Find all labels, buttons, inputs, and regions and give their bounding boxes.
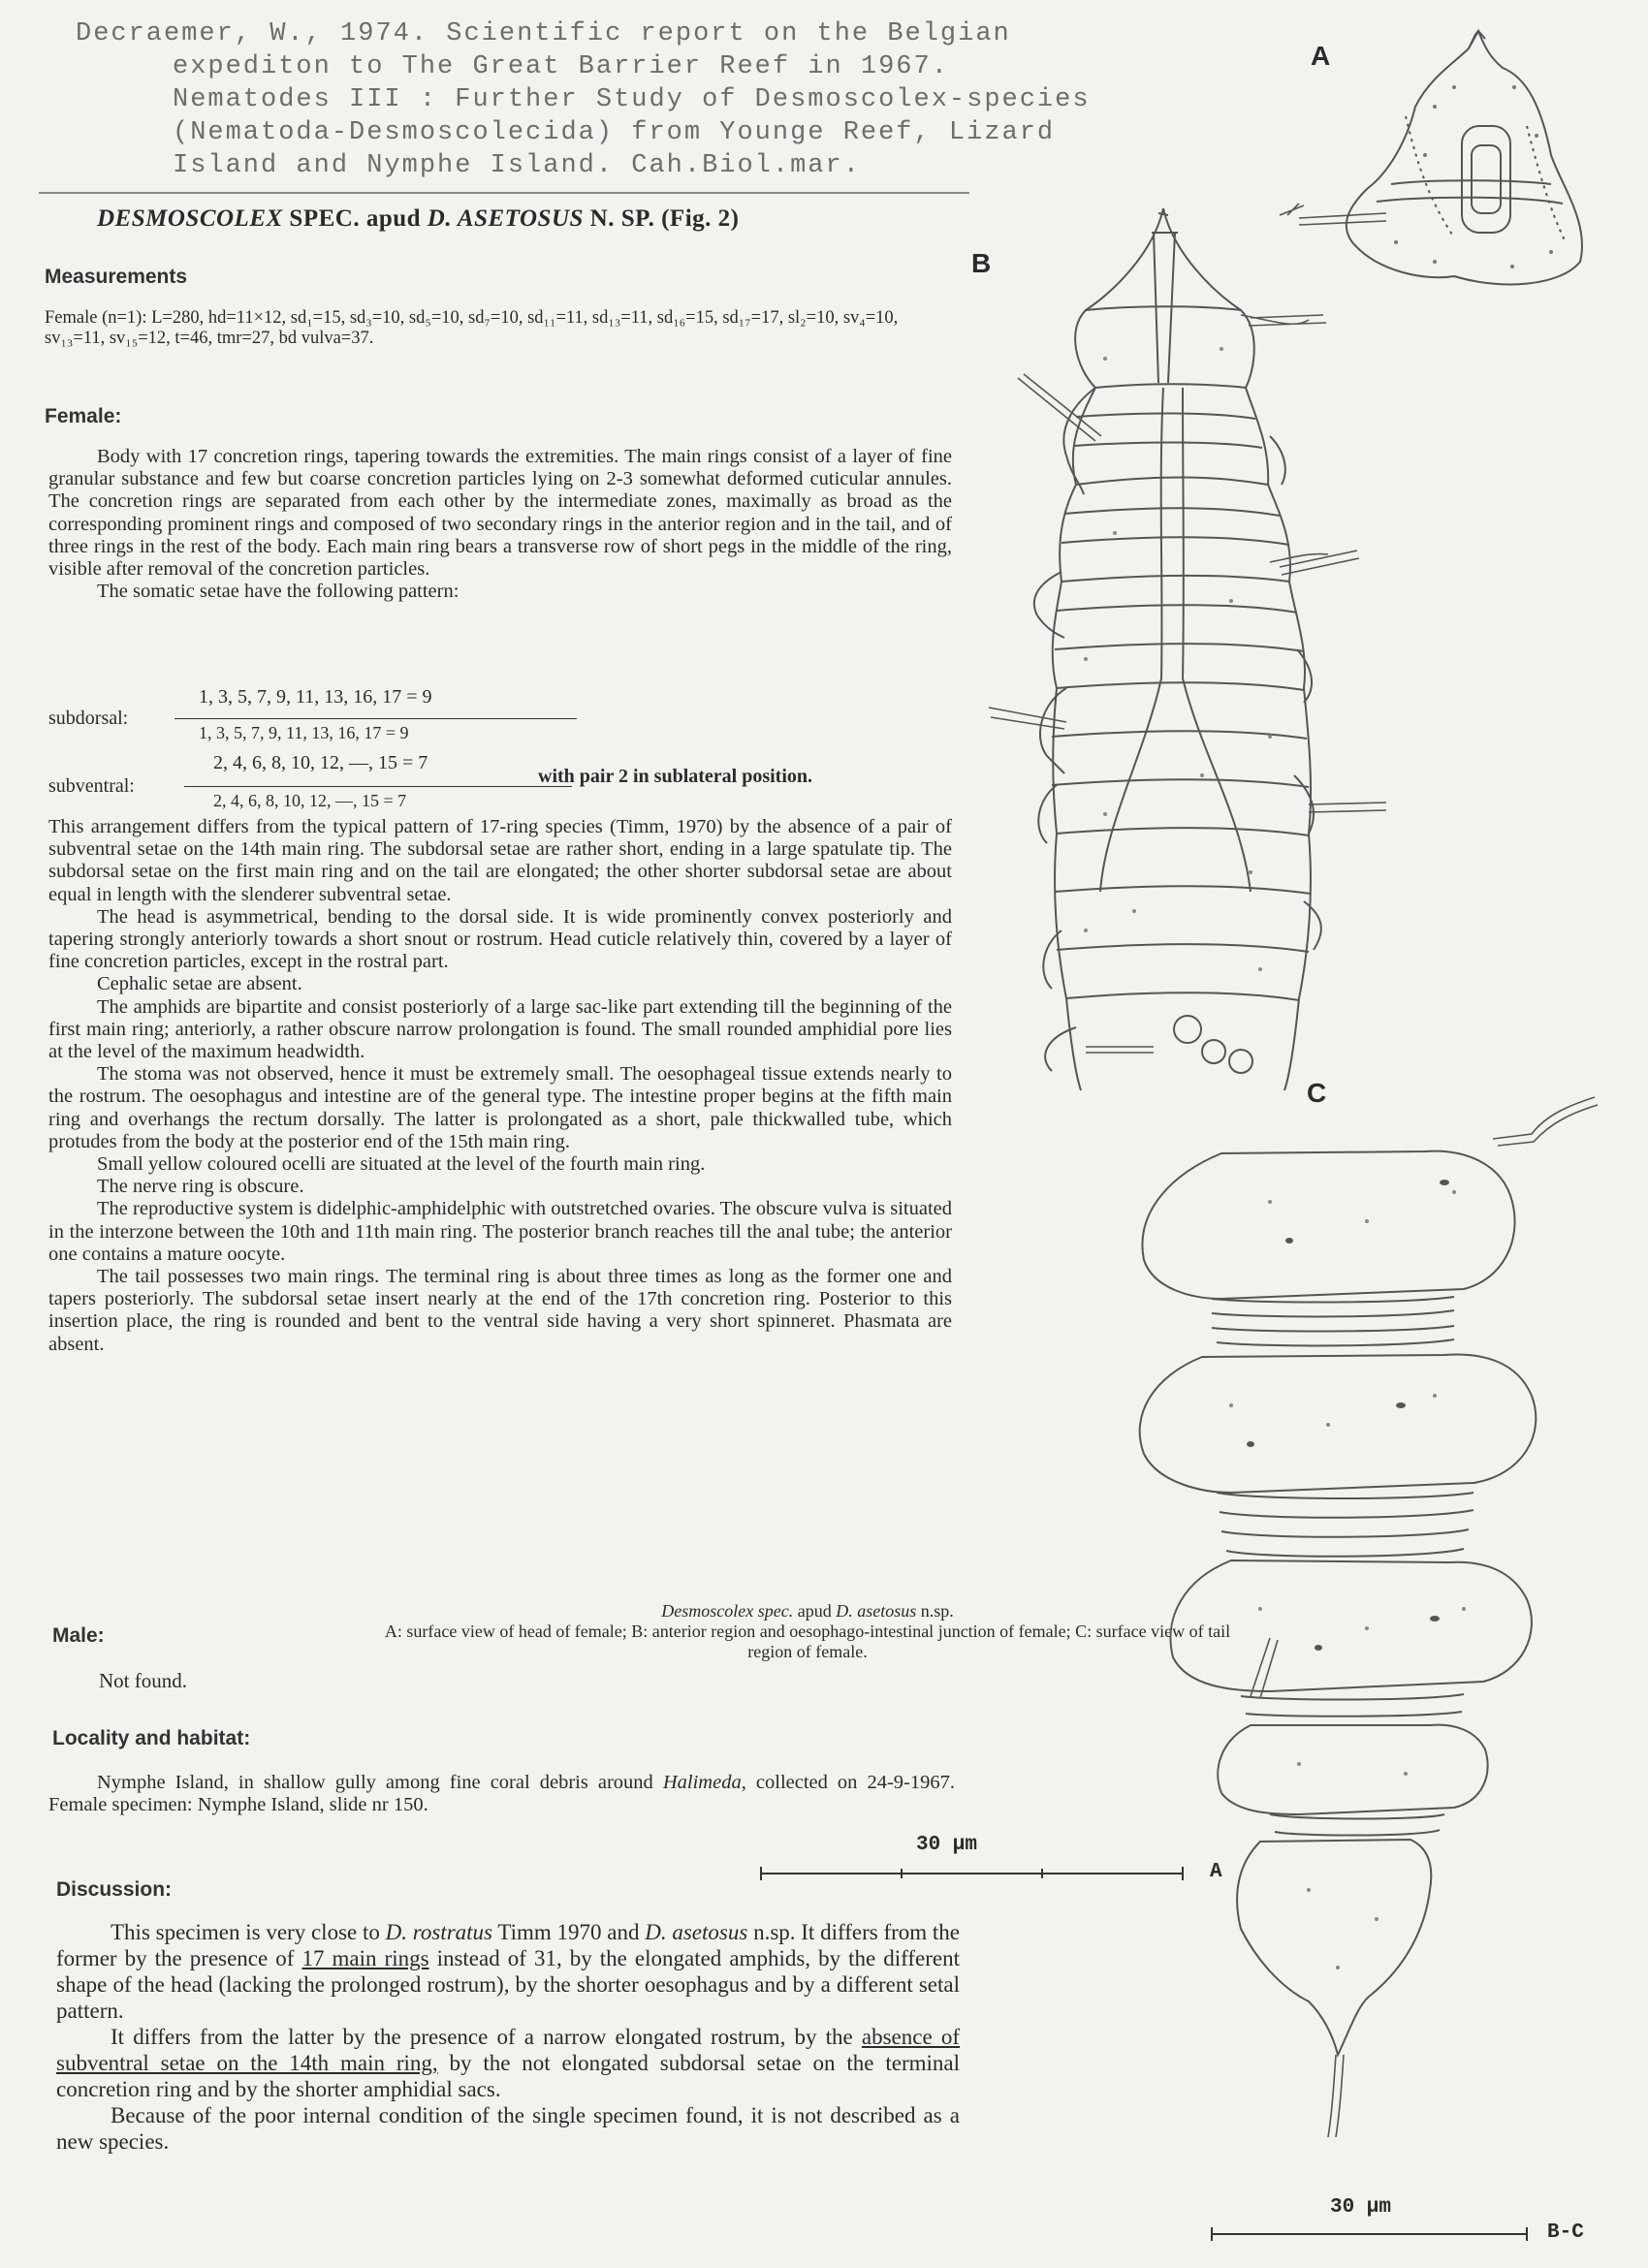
- subventral-numerator: 2, 4, 6, 8, 10, 12, —, 15 = 7: [213, 752, 428, 773]
- measurements-text: Female (n=1): L=280, hd=11×12, sd₁=15, sd₃=10, sd₅=10, sd₇=10, sd₁₁=11, sd₁₃=11, sd₁₆=15, sd₁₇=17, sl₂=10, sv₄=10, sv₁₃=11, sv₁₅=12, t=46, tmr=27, bd vulva=37.: [45, 308, 899, 348]
- figure-c-tail-drawing: [1115, 1095, 1648, 2142]
- setal-formula: [48, 686, 960, 812]
- scale-bar-a-tag: A: [1210, 1861, 1222, 1883]
- figure-label-a: A: [1311, 41, 1331, 71]
- scale-bar-a: [756, 1859, 1202, 1888]
- scale-bar-bc: [1207, 2220, 1537, 2249]
- subventral-denominator: 2, 4, 6, 8, 10, 12, —, 15 = 7: [213, 791, 407, 810]
- paragraph: This arrangement differs from the typical pattern of 17-ring species (Timm, 1970) by the absence of a pair of subventral setae on the 14th main ring. The subdorsal setae are rather short, ending in a large spatulate tip. The subdorsal setae on the first main ring and on the tail are elongated; the other shorter subdorsal setae are about equal in length with the slenderer subventral setae.: [48, 816, 952, 905]
- figure-label-b: B: [971, 248, 992, 278]
- locality-body: Nymphe Island, in shallow gully among fine coral debris around Halimeda, collected on 24-9-1967. Female specimen: Nymphe Island, slide nr 150.: [48, 1772, 956, 1816]
- paragraph: This specimen is very close to D. rostratus Timm 1970 and D. asetosus n.sp. It differs from the former by the presence of 17 main rings instead of 31, by the elongated amphids, by the different shape of the head (lacking the prolonged rostrum), by the shorter oesophagus and by a different setal pattern.: [56, 1920, 961, 2023]
- scale-bar-a-label: 30 µm: [916, 1834, 978, 1856]
- subdorsal-label: subdorsal:: [48, 708, 129, 729]
- species-title: DESMOSCOLEX SPEC. apud D. ASETOSUS N. SP. (Fig. 2): [97, 205, 740, 232]
- figure-caption: Desmoscolex spec. apud D. asetosus n.sp. A: surface view of head of female; B: anterior region and oesophago-intestinal junction of female; C: surface view of tail region of female.: [366, 1601, 1249, 1662]
- subventral-note: with pair 2 in sublateral position.: [538, 766, 813, 787]
- fraction-bar: [184, 786, 572, 787]
- subventral-label: subventral:: [48, 775, 135, 797]
- citation-line: Decraemer, W., 1974. Scientific report on the Belgian: [76, 19, 1011, 48]
- locality-heading: Locality and habitat:: [52, 1727, 251, 1749]
- discussion-body: [56, 1919, 960, 2155]
- discussion-heading: Discussion:: [56, 1878, 173, 1901]
- scale-bar-bc-label: 30 µm: [1330, 2196, 1392, 2219]
- male-heading: Male:: [52, 1624, 105, 1647]
- female-heading: Female:: [45, 405, 122, 427]
- paragraph: The tail possesses two main rings. The terminal ring is about three times as long as the former one and tapers posteriorly. The subdorsal setae insert nearly at the end of the 17th concretion ring. Posterior to this insertion place, the ring is rounded and bent to the ventral side having a very short spinneret. Phasmata are absent.: [48, 1266, 952, 1355]
- measurements-heading: Measurements: [45, 266, 188, 288]
- paragraph: It differs from the latter by the presence of a narrow elongated rostrum, by the absence of subventral setae on the 14th main ring, by the not elongated subdorsal setae on the terminal concretion ring and by the shorter amphidial sacs.: [56, 2025, 960, 2101]
- citation-line: expediton to The Great Barrier Reef in 1967.: [173, 52, 949, 81]
- female-body: [48, 446, 952, 603]
- paragraph: The reproductive system is didelphic-amphidelphic with outstretched ovaries. The obscure vulva is situated in the interzone between the 10th and 11th main ring. The posterior branch reaches till the anal tube; the anterior one contains a mature oocyte.: [48, 1198, 952, 1265]
- figure-b-body-drawing: [960, 194, 1503, 1095]
- female-body-2: [48, 816, 952, 1356]
- paragraph: The nerve ring is obscure.: [97, 1176, 304, 1198]
- paragraph: Small yellow coloured ocelli are situated at the level of the fourth main ring.: [97, 1153, 706, 1176]
- figure-label-c: C: [1307, 1078, 1327, 1108]
- paragraph: The stoma was not observed, hence it must be extremely small. The oesophageal tissue extends nearly to the rostrum. The oesophagus and intestine are of the general type. The intestine proper begins at the fifth main ring and overhangs the rectum dorsally. The latter is prolongated as a short, pale thickwalled tube, which protudes from the body at the posterior end of the 15th main ring.: [48, 1063, 952, 1152]
- paragraph: Cephalic setae are absent.: [97, 973, 302, 995]
- citation-line: (Nematoda-Desmoscolecida) from Younge Reef, Lizard: [173, 118, 1056, 147]
- citation-line: Island and Nymphe Island. Cah.Biol.mar.: [173, 151, 861, 180]
- scale-bar-bc-tag: B-C: [1547, 2221, 1584, 2244]
- fraction-bar: [174, 718, 577, 719]
- subdorsal-numerator: 1, 3, 5, 7, 9, 11, 13, 16, 17 = 9: [199, 686, 432, 708]
- subdorsal-denominator: 1, 3, 5, 7, 9, 11, 13, 16, 17 = 9: [199, 723, 409, 742]
- paragraph: The amphids are bipartite and consist posteriorly of a large sac-like part extending till the beginning of the first main ring; anteriorly, a rather obscure narrow prolongation is found. The small rounded amphidial pore lies at the level of the maximum headwidth.: [48, 995, 952, 1063]
- paragraph: Body with 17 concretion rings, tapering towards the extremities. The main rings consist of a layer of fine granular substance and few but coarse concretion particles lying on 2-3 somewhat deformed cuticular annules. The concretion rings are separated from each other by the intermediate zones, maximally as broad as the corresponding prominent rings and composed of two secondary rings in the anterior region and in the tail, and of three rings in the rest of the body. Each main ring bears a transverse row of short pegs in the middle of the ring, visible after removal of the concretion particles.: [48, 446, 952, 581]
- paragraph: The somatic setae have the following pattern:: [97, 581, 460, 603]
- caption-text: A: surface view of head of female; B: anterior region and oesophago-intestinal junction of female; C: surface view of tail region of female.: [384, 1622, 1231, 1661]
- male-text: Not found.: [99, 1669, 187, 1692]
- citation-line: Nematodes III : Further Study of Desmoscolex-species: [173, 85, 1091, 114]
- paragraph: Because of the poor internal condition of the single specimen found, it is not described as a new species.: [56, 2103, 960, 2154]
- citation-block: [76, 17, 1239, 182]
- header-rule: [39, 192, 969, 194]
- paragraph: The head is asymmetrical, bending to the dorsal side. It is wide prominently convex posteriorly and tapering strongly anteriorly towards a short snout or rostrum. Head cuticle relatively thin, covered by a layer of fine concretion particles, except in the rostral part.: [48, 905, 952, 973]
